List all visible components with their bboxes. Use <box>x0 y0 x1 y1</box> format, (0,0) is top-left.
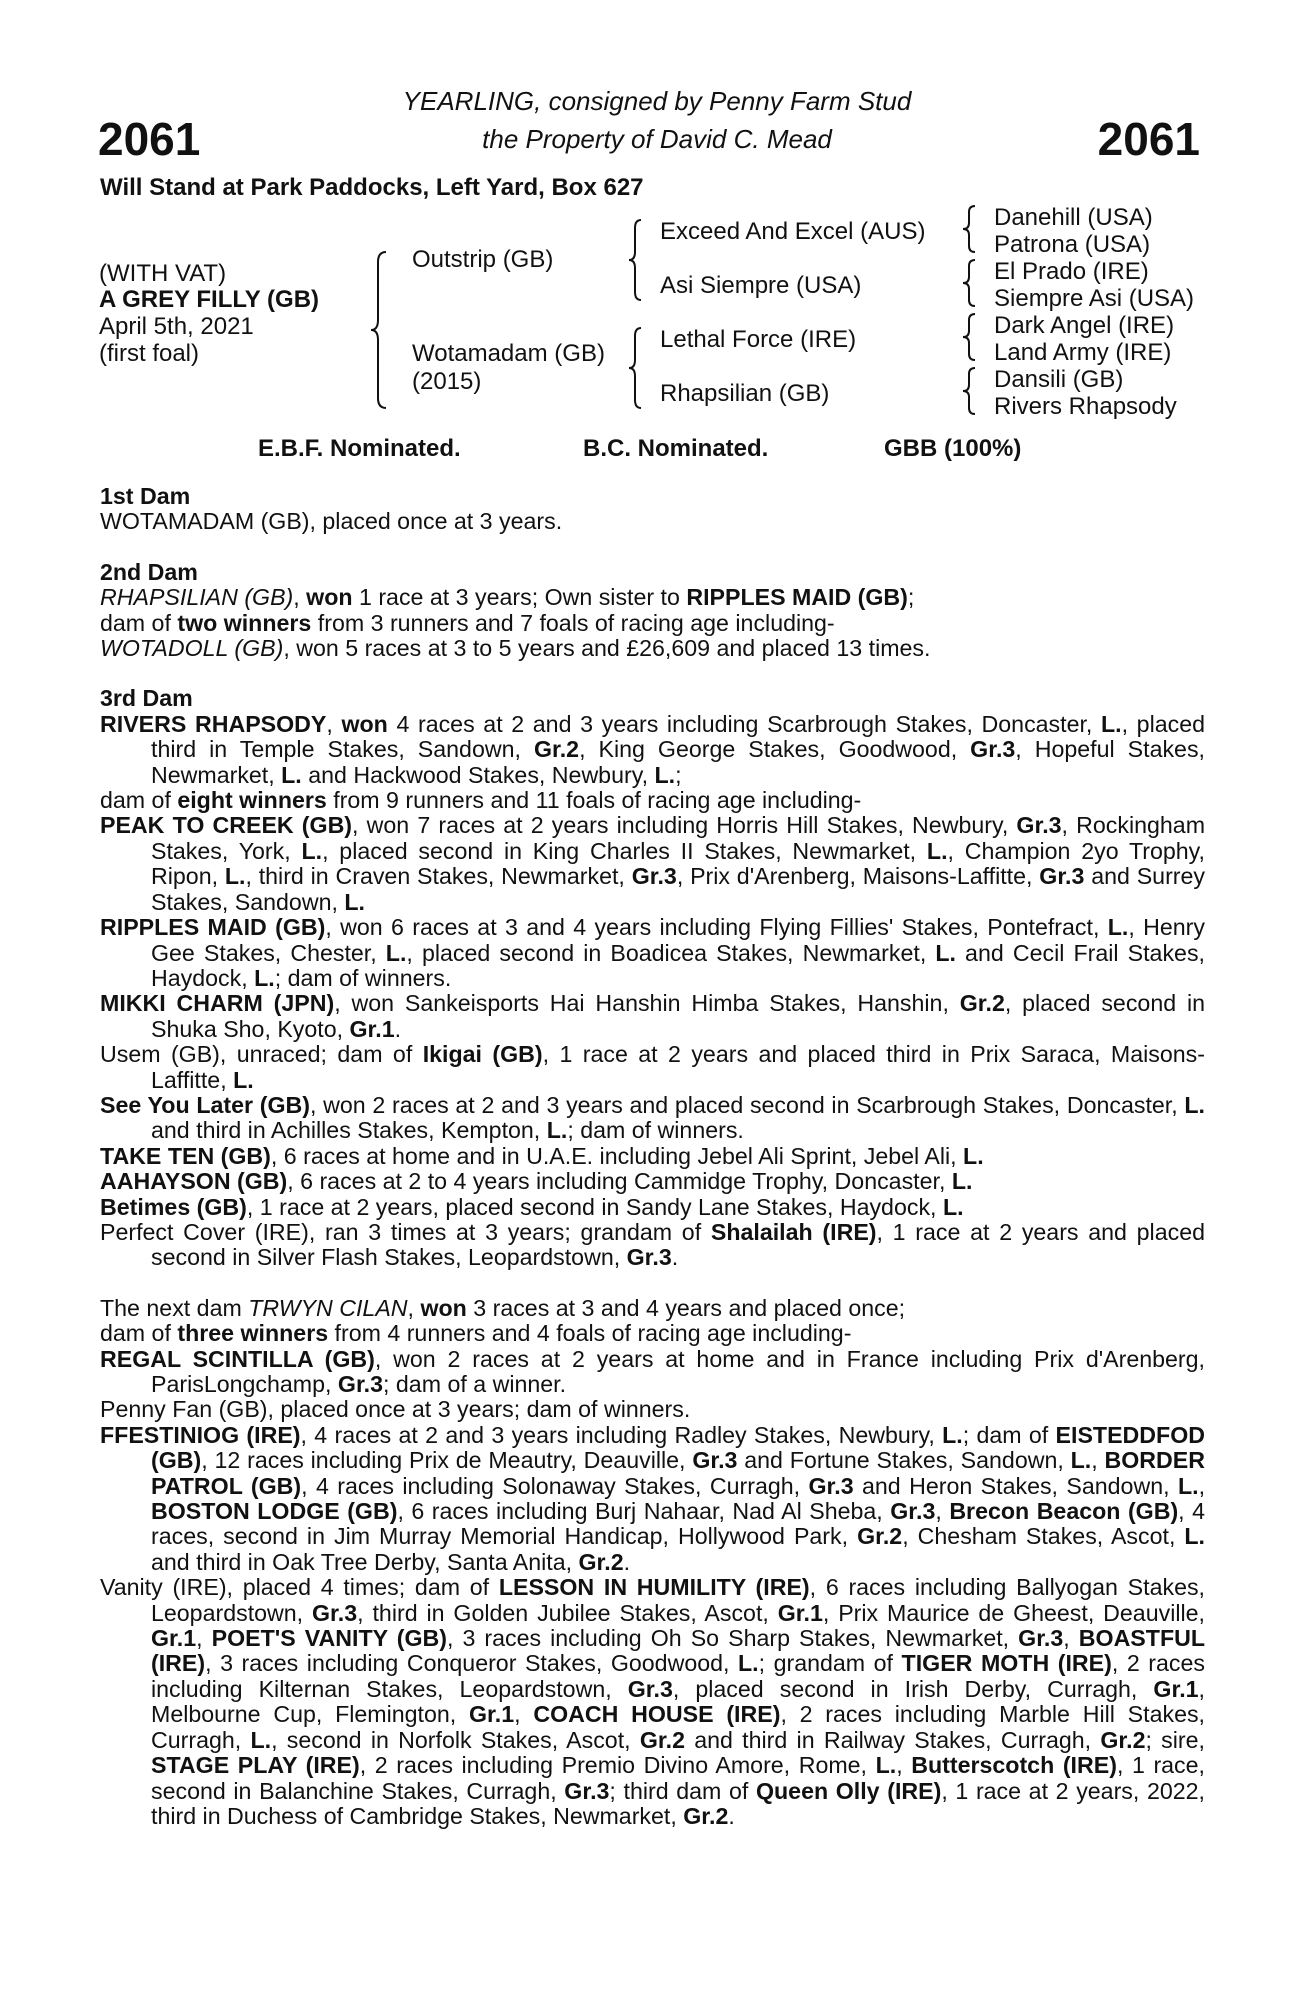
consignment-line-1: YEARLING, consigned by Penny Farm Stud <box>402 86 912 116</box>
produce-betimes: Betimes (GB), 1 race at 2 years, placed second in Sandy Lane Stakes, Haydock, L. <box>100 1193 964 1220</box>
produce-usem: Usem (GB), unraced; dam of Ikigai (GB), 1 race at 2 years and placed third in Prix Saraca, Maisons-Laffitte, L. <box>100 1041 1205 1093</box>
second-dam-text: RHAPSILIAN (GB), won 1 race at 3 years; Own sister to RIPPLES MAID (GB); dam of two winners from 3 runners and 7 foals of racing age including- <box>100 584 915 636</box>
dam-dam-sire: Dansili (GB) <box>994 366 1124 393</box>
produce-aahayson: AAHAYSON (GB), 6 races at 2 to 4 years including Cammidge Trophy, Doncaster, L. <box>100 1168 973 1195</box>
dam-dam-dam: Rivers Rhapsody <box>994 393 1177 420</box>
ebf-nomination: E.B.F. Nominated. <box>258 435 461 462</box>
horse-name: A GREY FILLY (GB) <box>99 286 320 313</box>
dam-sire: Lethal Force (IRE) <box>660 326 857 353</box>
lot-number-left: 2061 <box>98 113 201 165</box>
third-dam-summary: dam of eight winners from 9 runners and 11 foals of racing age including- <box>100 787 862 814</box>
produce-ripples-maid: RIPPLES MAID (GB), won 6 races at 3 and 4 years including Flying Fillies' Stakes, Pontefract, L., Henry Gee Stakes, Chester, L., placed second in Boadicea Stakes, Newmarket, L. and Cecil Frail Stakes, Haydock, L.; dam of winners. <box>100 914 1205 991</box>
horse-dob: April 5th, 2021 <box>99 313 254 340</box>
consignment-line-2: the Property of David C. Mead <box>482 124 832 154</box>
pedigree-bracket-sire <box>628 218 644 302</box>
vat-note: (WITH VAT) <box>99 260 227 287</box>
third-dam-heading: 3rd Dam <box>100 685 193 712</box>
gbb-rating: GBB (100%) <box>884 435 1022 462</box>
dam-year: (2015) <box>412 368 482 395</box>
sire-dam-dam: Siempre Asi (USA) <box>994 285 1195 312</box>
dam-sire-sire: Dark Angel (IRE) <box>994 312 1175 339</box>
produce-peak-to-creek: PEAK TO CREEK (GB), won 7 races at 2 years including Horris Hill Stakes, Newbury, Gr.3, Rockingham Stakes, York, L., placed second in King Charles II Stakes, Newmarket, L., Champion 2yo Trophy, Ripon, L., third in Craven Stakes, Newmarket, Gr.3, Prix d'Arenberg, Maisons-Laffitte, Gr.3 and Surrey Stakes, Sandown, L. <box>100 812 1206 915</box>
pedigree-bracket-dd <box>962 366 978 416</box>
pedigree-bracket-ss <box>962 204 978 254</box>
horse-foal-note: (first foal) <box>99 340 200 367</box>
dam-dam: Rhapsilian (GB) <box>660 380 830 407</box>
first-dam-heading: 1st Dam <box>100 483 191 509</box>
first-dam-text: WOTAMADAM (GB), placed once at 3 years. <box>100 508 563 535</box>
sire-sire-sire: Danehill (USA) <box>994 204 1153 231</box>
consignment-info <box>0 82 1314 158</box>
dam: Wotamadam (GB) <box>412 340 605 367</box>
produce-vanity: Vanity (IRE), placed 4 times; dam of LESSON IN HUMILITY (IRE), 6 races including Ballyogan Stakes, Leopardstown, Gr.3, third in Golden Jubilee Stakes, Ascot, Gr.1, Prix Maurice de Gheest, Deauville, Gr.1, POET'S VANITY (GB), 3 races including Oh So Sharp Stakes, Newmarket, Gr.3, BOASTFUL (IRE), 3 races including Conqueror Stakes, Goodwood, L.; grandam of TIGER MOTH (IRE), 2 races including Kilternan Stakes, Leopardstown, Gr.3, placed second in Irish Derby, Curragh, Gr.1, Melbourne Cup, Flemington, Gr.1, COACH HOUSE (IRE), 2 races including Marble Hill Stakes, Curragh, L., second in Norfolk Stakes, Ascot, Gr.2 and third in Railway Stakes, Curragh, Gr.2; sire, STAGE PLAY (IRE), 2 races including Premio Divino Amore, Rome, L., Butterscotch (IRE), 1 race, second in Balanchine Stakes, Curragh, Gr.3; third dam of Queen Olly (IRE), 1 race at 2 years, 2022, third in Duchess of Cambridge Stakes, Newmarket, Gr.2. <box>100 1574 1206 1829</box>
produce-mikki-charm: MIKKI CHARM (JPN), won Sankeisports Hai Hanshin Himba Stakes, Hanshin, Gr.2, placed second in Shuka Sho, Kyoto, Gr.1. <box>100 990 1206 1042</box>
bc-nomination: B.C. Nominated. <box>583 435 769 462</box>
second-dam-heading: 2nd Dam <box>100 558 198 585</box>
sire-dam-sire: El Prado (IRE) <box>994 258 1149 285</box>
pedigree-bracket-dam <box>628 326 644 410</box>
produce-ffestiniog: FFESTINIOG (IRE), 4 races at 2 and 3 years including Radley Stakes, Newbury, L.; dam of EISTEDDFOD (GB), 12 races including Prix de Meautry, Deauville, Gr.3 and Fortune Stakes, Sandown, L., BORDER PATROL (GB), 4 races including Solonaway Stakes, Curragh, Gr.3 and Heron Stakes, Sandown, L., BOSTON LODGE (GB), 6 races including Burj Nahaar, Nad Al Sheba, Gr.3, Brecon Beacon (GB), 4 races, second in Jim Murray Memorial Handicap, Hollywood Park, Gr.2, Chesham Stakes, Ascot, L. and third in Oak Tree Derby, Santa Anita, Gr.2. <box>100 1421 1206 1575</box>
lot-number-right: 2061 <box>1097 113 1200 165</box>
sire-sire: Exceed And Excel (AUS) <box>660 218 926 245</box>
dam-sire-dam: Land Army (IRE) <box>994 339 1172 366</box>
sire-dam: Asi Siempre (USA) <box>660 272 862 299</box>
produce-penny-fan: Penny Fan (GB), placed once at 3 years; dam of winners. <box>100 1396 691 1423</box>
third-dam-record: RIVERS RHAPSODY, won 4 races at 2 and 3 years including Scarbrough Stakes, Doncaster, L., placed third in Temple Stakes, Sandown, Gr.2, King George Stakes, Goodwood, Gr.3, Hopeful Stakes, Newmarket, L. and Hackwood Stakes, Newbury, L.; <box>100 710 1206 788</box>
pedigree-bracket-sd <box>962 258 978 308</box>
sire-sire-dam: Patrona (USA) <box>994 231 1151 258</box>
produce-regal-scintilla: REGAL SCINTILLA (GB), won 2 races at 2 years at home and in France including Prix d'Arenberg, ParisLongchamp, Gr.3; dam of a winner. <box>100 1345 1205 1397</box>
stand-info: Will Stand at Park Paddocks, Left Yard, Box 627 <box>100 174 644 201</box>
pedigree-bracket-ds <box>962 312 978 362</box>
catalogue-body <box>100 484 1205 1829</box>
produce-see-you-later: See You Later (GB), won 2 races at 2 and 3 years and placed second in Scarbrough Stakes, Doncaster, L. and third in Achilles Stakes, Kempton, L.; dam of winners. <box>100 1091 1205 1144</box>
produce-take-ten: TAKE TEN (GB), 6 races at home and in U.A.E. including Jebel Ali Sprint, Jebel Ali, L. <box>100 1142 984 1169</box>
second-dam-produce: WOTADOLL (GB), won 5 races at 3 to 5 years and £26,609 and placed 13 times. <box>100 635 931 662</box>
next-dam-record: The next dam TRWYN CILAN, won 3 races at 3 and 4 years and placed once; dam of three winners from 4 runners and 4 foals of racing age including- <box>100 1294 906 1347</box>
pedigree-bracket-main <box>370 250 390 410</box>
produce-perfect-cover: Perfect Cover (IRE), ran 3 times at 3 years; grandam of Shalailah (IRE), 1 race at 2 years and placed second in Silver Flash Stakes, Leopardstown, Gr.3. <box>100 1218 1205 1271</box>
sire: Outstrip (GB) <box>412 246 554 273</box>
